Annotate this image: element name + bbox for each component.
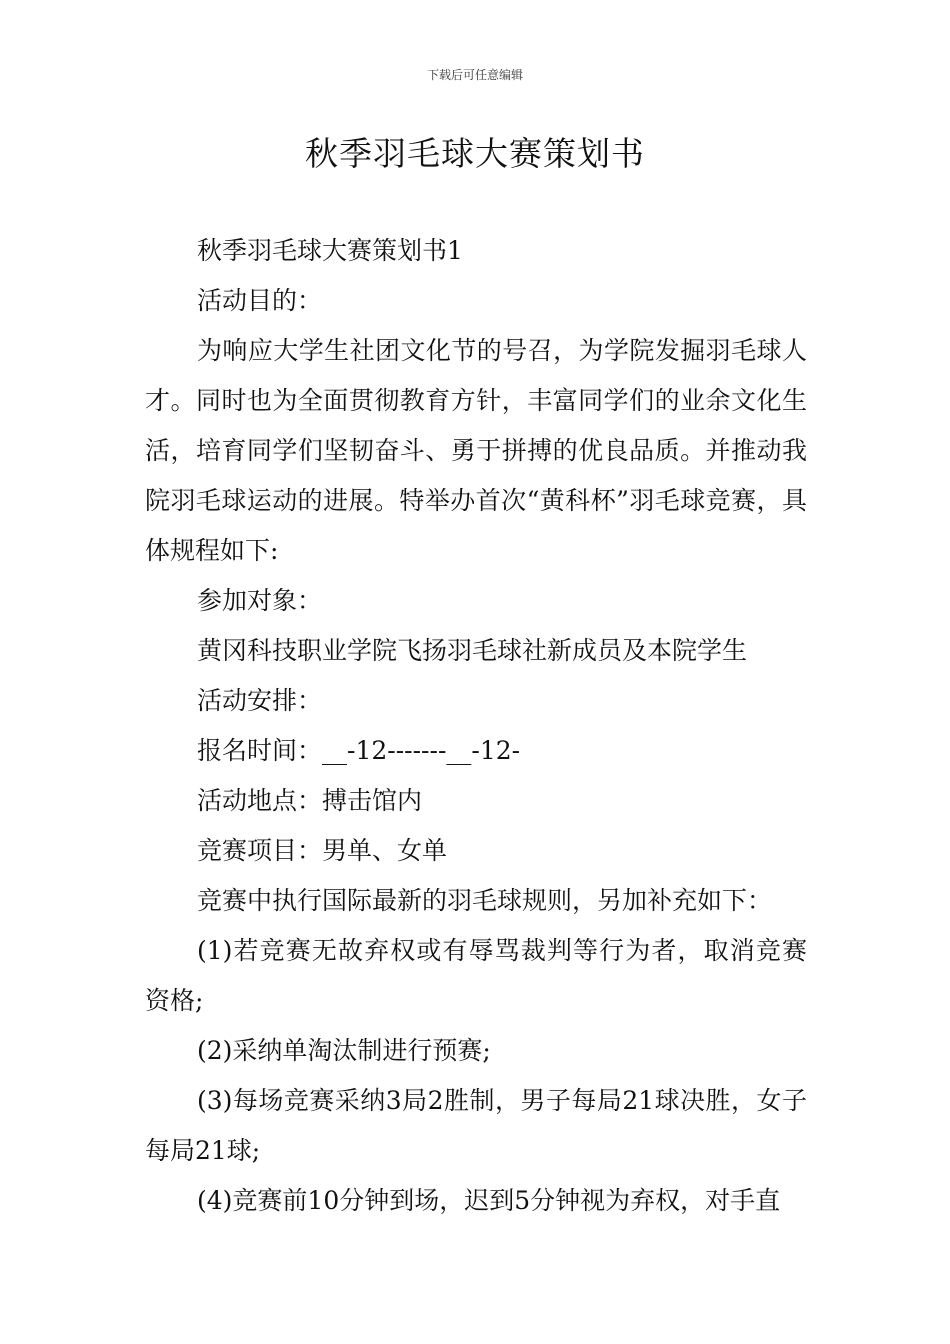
paragraph-rule-2: (2)采纳单淘汰制进行预赛;: [197, 1036, 491, 1065]
document-title: 秋季羽毛球大赛策划书: [305, 134, 645, 173]
paragraph-subtitle: 秋季羽毛球大赛策划书1: [197, 236, 463, 265]
paragraph-participants-heading: 参加对象：: [197, 586, 323, 615]
page-header-note: 下载后可任意编辑: [426, 68, 523, 82]
paragraph-rule-1: (1)若竞赛无故弃权或有辱骂裁判等行为者，取消竞赛资格;: [145, 936, 807, 1015]
paragraph-schedule-heading: 活动安排：: [197, 686, 323, 715]
paragraph-events: 竞赛项目：男单、女单: [197, 836, 448, 865]
paragraph-rule-3: (3)每场竞赛采纳3局2胜制，男子每局21球决胜，女子每局21球;: [145, 1086, 807, 1165]
paragraph-rule-4: (4)竞赛前10分钟到场，迟到5分钟视为弃权，对手直: [197, 1186, 781, 1215]
paragraph-registration-time: 报名时间：__-12-------__-12-: [197, 736, 521, 765]
paragraph-rules-intro: 竞赛中执行国际最新的羽毛球规则，另加补充如下：: [197, 886, 773, 915]
paragraph-participants-text: 黄冈科技职业学院飞扬羽毛球社新成员及本院学生: [197, 636, 748, 665]
document-body: [145, 226, 807, 1226]
paragraph-purpose-heading: 活动目的：: [197, 286, 323, 315]
paragraph-venue: 活动地点：搏击馆内: [197, 786, 423, 815]
paragraph-purpose-text: 为响应大学生社团文化节的号召，为学院发掘羽毛球人才。同时也为全面贯彻教育方针，丰富同学们的业余文化生活，培育同学们坚韧奋斗、勇于拼搏的优良品质。并推动我院羽毛球运动的进展。特举办首次“黄科杯”羽毛球竞赛，具体规程如下:: [145, 336, 807, 565]
